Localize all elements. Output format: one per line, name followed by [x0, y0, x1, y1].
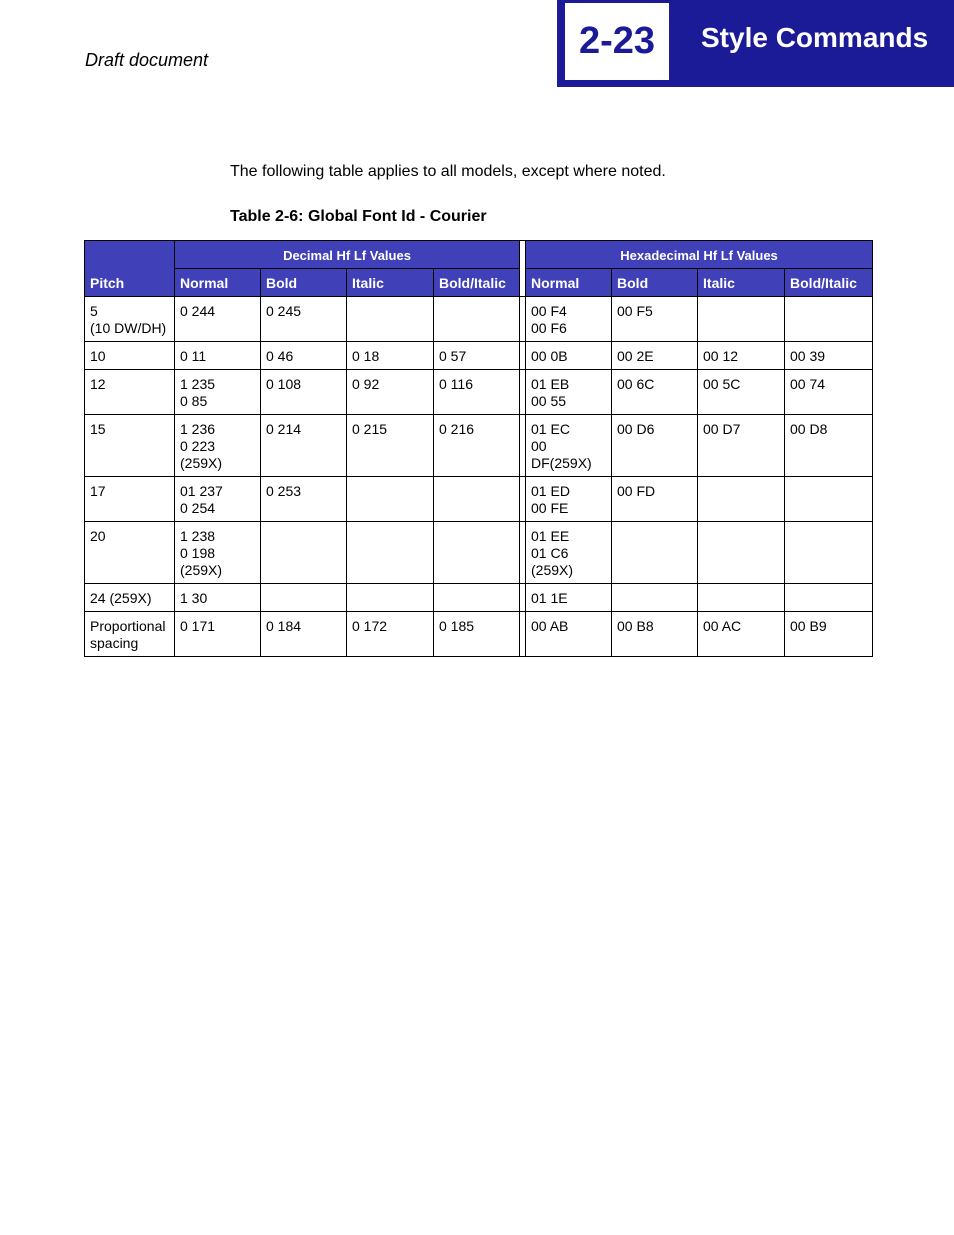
- dec-normal-cell: [175, 370, 261, 415]
- cell-line: 0 11: [180, 348, 207, 364]
- hex-normal-cell: [526, 477, 612, 522]
- cell-line: 17: [90, 483, 106, 499]
- dec-bold-cell: [261, 522, 347, 584]
- dec-bold-cell: [261, 297, 347, 342]
- cell-line: 00 12: [703, 348, 739, 364]
- cell-line: 00 2E: [617, 348, 654, 364]
- dec-italic-cell: [347, 415, 434, 477]
- cell-line: 0 172: [352, 618, 388, 634]
- dec-bold-cell: [261, 342, 347, 370]
- dec-normal-cell: [175, 612, 261, 657]
- cell-line: 5: [90, 303, 98, 319]
- cell-line: 01 EB: [531, 376, 570, 392]
- cell-line: DF(259X): [531, 455, 592, 471]
- pitch-cell: [85, 370, 175, 415]
- cell-line: Proportional: [90, 618, 166, 634]
- hex-italic-cell: [698, 584, 785, 612]
- cell-line: 00 AC: [703, 618, 742, 634]
- hex-italic-cell: [698, 297, 785, 342]
- pitch-cell: [85, 297, 175, 342]
- table-body: [85, 297, 873, 657]
- cell-line: 00 F4: [531, 303, 567, 319]
- cell-line: 20: [90, 528, 106, 544]
- hex-italic-cell: [698, 415, 785, 477]
- pitch-header: Pitch: [85, 241, 175, 297]
- hex-italic-cell: [698, 370, 785, 415]
- hex-normal-cell: [526, 612, 612, 657]
- cell-line: 00 D6: [617, 421, 655, 437]
- dec-italic-header: Italic: [347, 269, 434, 297]
- cell-line: 00 D8: [790, 421, 828, 437]
- cell-line: 0 18: [352, 348, 380, 364]
- hex-italic-cell: [698, 342, 785, 370]
- cell-line: 0 108: [266, 376, 302, 392]
- hex-bold-italic-cell: [785, 415, 873, 477]
- dec-bold-italic-header: Bold/Italic: [434, 269, 520, 297]
- hex-normal-cell: [526, 297, 612, 342]
- cell-line: 24 (259X): [90, 590, 152, 606]
- dec-normal-cell: [175, 415, 261, 477]
- cell-line: 00 0B: [531, 348, 568, 364]
- cell-line: 1 235: [180, 376, 216, 392]
- hex-normal-cell: [526, 370, 612, 415]
- cell-line: 0 46: [266, 348, 294, 364]
- cell-line: 00 39: [790, 348, 826, 364]
- intro-text: The following table applies to all models, except where noted.: [230, 163, 666, 180]
- hex-bold-cell: [612, 477, 698, 522]
- pitch-cell: [85, 612, 175, 657]
- dec-bold-italic-cell: [434, 415, 520, 477]
- dec-bold-italic-cell: [434, 584, 520, 612]
- cell-line: 0 214: [266, 421, 302, 437]
- table-sub-header-row: [85, 269, 873, 297]
- table-row: [85, 612, 873, 657]
- dec-bold-italic-cell: [434, 370, 520, 415]
- hex-bold-italic-cell: [785, 477, 873, 522]
- cell-line: 00 F5: [617, 303, 653, 319]
- cell-line: 01 C6: [531, 545, 569, 561]
- hex-italic-header: Italic: [698, 269, 785, 297]
- hex-normal-header: Normal: [526, 269, 612, 297]
- hex-italic-cell: [698, 477, 785, 522]
- dec-normal-cell: [175, 477, 261, 522]
- cell-line: 10: [90, 348, 106, 364]
- cell-line: 00 B9: [790, 618, 827, 634]
- hex-bold-italic-cell: [785, 612, 873, 657]
- table-row: [85, 477, 873, 522]
- cell-line: 0 253: [266, 483, 302, 499]
- cell-line: 0 171: [180, 618, 216, 634]
- draft-label: Draft document: [85, 50, 209, 70]
- dec-bold-italic-cell: [434, 342, 520, 370]
- cell-line: 00: [531, 438, 547, 454]
- cell-line: 01 237: [180, 483, 223, 499]
- cell-line: 0 216: [439, 421, 475, 437]
- cell-line: 15: [90, 421, 106, 437]
- dec-italic-cell: [347, 342, 434, 370]
- chapter-title: Style Commands: [701, 22, 929, 53]
- cell-line: 01 EE: [531, 528, 570, 544]
- cell-line: 00 AB: [531, 618, 569, 634]
- hex-bold-italic-header: Bold/Italic: [785, 269, 873, 297]
- dec-bold-italic-cell: [434, 477, 520, 522]
- cell-line: 00 D7: [703, 421, 741, 437]
- hex-bold-cell: [612, 342, 698, 370]
- cell-line: 0 223: [180, 438, 216, 454]
- cell-line: 00 FE: [531, 500, 569, 516]
- dec-normal-cell: [175, 297, 261, 342]
- hex-bold-italic-cell: [785, 522, 873, 584]
- table-caption: Table 2-6: Global Font Id - Courier: [230, 208, 487, 225]
- cell-line: 0 184: [266, 618, 302, 634]
- hex-bold-italic-cell: [785, 297, 873, 342]
- table-row: [85, 342, 873, 370]
- cell-line: 0 185: [439, 618, 475, 634]
- hex-bold-italic-cell: [785, 584, 873, 612]
- dec-bold-cell: [261, 415, 347, 477]
- hex-bold-italic-cell: [785, 342, 873, 370]
- cell-line: 00 5C: [703, 376, 741, 392]
- table-row: [85, 522, 873, 584]
- cell-line: 01 1E: [531, 590, 568, 606]
- dec-bold-cell: [261, 370, 347, 415]
- cell-line: 01 EC: [531, 421, 570, 437]
- cell-line: 1 236: [180, 421, 216, 437]
- pitch-cell: [85, 415, 175, 477]
- cell-line: 0 92: [352, 376, 380, 392]
- dec-bold-cell: [261, 584, 347, 612]
- cell-line: 0 254: [180, 500, 216, 516]
- dec-italic-cell: [347, 370, 434, 415]
- dec-bold-italic-cell: [434, 297, 520, 342]
- hex-bold-cell: [612, 612, 698, 657]
- table-row: [85, 297, 873, 342]
- hex-group-header: Hexadecimal Hf Lf Values: [526, 241, 873, 269]
- cell-line: (10 DW/DH): [90, 320, 167, 336]
- dec-bold-cell: [261, 612, 347, 657]
- hex-bold-cell: [612, 415, 698, 477]
- hex-italic-cell: [698, 522, 785, 584]
- table-group-header-row: [85, 241, 873, 269]
- cell-line: 0 245: [266, 303, 302, 319]
- table-row: [85, 370, 873, 415]
- pitch-cell: [85, 584, 175, 612]
- hex-bold-cell: [612, 522, 698, 584]
- dec-bold-italic-cell: [434, 522, 520, 584]
- dec-italic-cell: [347, 477, 434, 522]
- dec-bold-italic-cell: [434, 612, 520, 657]
- hex-bold-header: Bold: [612, 269, 698, 297]
- cell-line: 0 198: [180, 545, 216, 561]
- dec-italic-cell: [347, 612, 434, 657]
- dec-italic-cell: [347, 522, 434, 584]
- dec-bold-cell: [261, 477, 347, 522]
- hex-bold-cell: [612, 370, 698, 415]
- cell-line: 1 238: [180, 528, 216, 544]
- cell-line: 00 B8: [617, 618, 654, 634]
- cell-line: 0 85: [180, 393, 208, 409]
- cell-line: 00 74: [790, 376, 826, 392]
- cell-line: 01 ED: [531, 483, 570, 499]
- hex-bold-cell: [612, 584, 698, 612]
- page-number: 2-23: [565, 3, 669, 80]
- cell-line: (259X): [180, 455, 223, 471]
- hex-italic-cell: [698, 612, 785, 657]
- cell-line: (259X): [180, 562, 223, 578]
- pitch-cell: [85, 342, 175, 370]
- table-row: [85, 415, 873, 477]
- table-row: [85, 584, 873, 612]
- hex-normal-cell: [526, 342, 612, 370]
- dec-italic-cell: [347, 297, 434, 342]
- hex-bold-italic-cell: [785, 370, 873, 415]
- cell-line: (259X): [531, 562, 574, 578]
- hex-normal-cell: [526, 415, 612, 477]
- cell-line: 1 30: [180, 590, 208, 606]
- dec-normal-header: Normal: [175, 269, 261, 297]
- dec-bold-header: Bold: [261, 269, 347, 297]
- cell-line: 0 57: [439, 348, 467, 364]
- cell-line: 00 F6: [531, 320, 567, 336]
- decimal-group-header: Decimal Hf Lf Values: [175, 241, 520, 269]
- cell-line: 00 55: [531, 393, 567, 409]
- hex-normal-cell: [526, 584, 612, 612]
- dec-normal-cell: [175, 584, 261, 612]
- dec-normal-cell: [175, 522, 261, 584]
- dec-italic-cell: [347, 584, 434, 612]
- dec-normal-cell: [175, 342, 261, 370]
- cell-line: spacing: [90, 635, 139, 651]
- cell-line: 00 FD: [617, 483, 656, 499]
- cell-line: 0 244: [180, 303, 216, 319]
- hex-bold-cell: [612, 297, 698, 342]
- font-id-table: [84, 240, 873, 657]
- pitch-cell: [85, 522, 175, 584]
- cell-line: 00 6C: [617, 376, 655, 392]
- cell-line: 0 116: [439, 376, 473, 392]
- hex-normal-cell: [526, 522, 612, 584]
- pitch-cell: [85, 477, 175, 522]
- cell-line: 12: [90, 376, 106, 392]
- cell-line: 0 215: [352, 421, 388, 437]
